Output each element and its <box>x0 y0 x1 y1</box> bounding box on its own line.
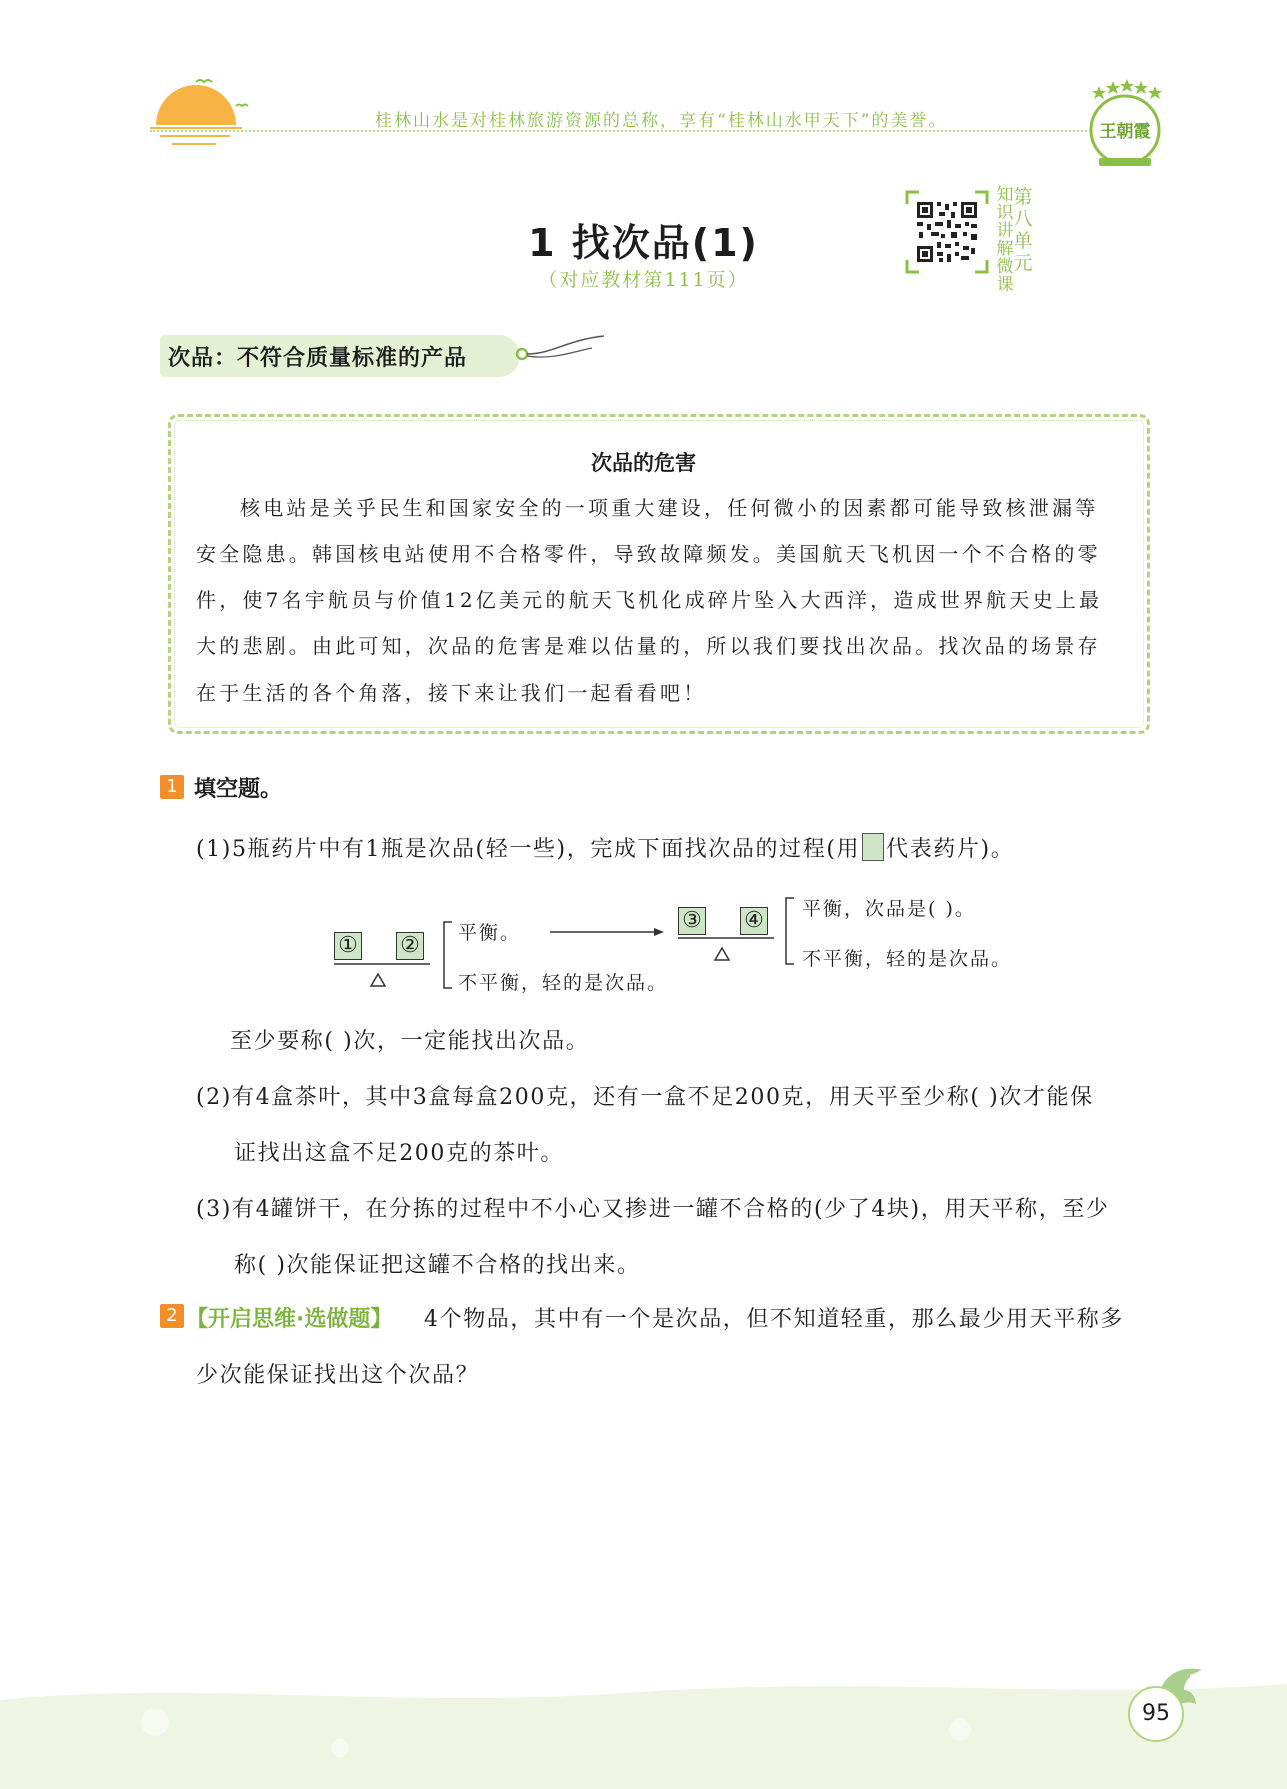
micro-lesson-label: 知 识 讲 解 微 课 <box>996 185 1014 295</box>
story-line: 件，使7名宇航员与价值12亿美元的航天飞机化成碎片坠入大西洋，造成世界航天史上最 <box>196 588 1103 612</box>
balance-scale-icon <box>330 950 450 990</box>
q1-part3-line2: 称( )次能保证把这罐不合格的找出来。 <box>234 1253 641 1278</box>
q1-part1-answer: 至少要称( )次，一定能找出次品。 <box>230 1029 590 1054</box>
bottle-4: ④ <box>740 907 768 935</box>
outcome-balanced: 平衡。 <box>458 922 522 944</box>
question-number-badge: 1 <box>160 775 184 799</box>
story-line: 在于生活的各个角落，接下来让我们一起看看吧！ <box>196 681 707 705</box>
footer-decoration <box>0 1670 1287 1789</box>
q1-part1-text: (1)5瓶药片中有1瓶是次品(轻一些)，完成下面找次品的过程(用 代表药片)。 <box>196 832 1014 863</box>
story-line: 安全隐患。韩国核电站使用不合格零件，导致故障频发。美国航天飞机因一个不合格的零 <box>196 542 1101 566</box>
header-tagline: 桂林山水是对桂林旅游资源的总称，享有“桂林山水甲天下”的美誉。 <box>375 111 948 131</box>
bottle-3: ③ <box>678 907 706 935</box>
story-title: 次品的危害 <box>591 451 696 475</box>
story-line: 核电站是关乎民生和国家安全的一项重大建设，任何微小的因素都可能导致核泄漏等 <box>240 496 1099 520</box>
unit-label: 第 八 单 元 <box>1013 186 1033 274</box>
question-heading: 填空题。 <box>194 777 283 802</box>
arrow-right-icon <box>548 922 668 942</box>
bracket-icon <box>780 896 796 966</box>
q1-part2-line2: 证找出这盒不足200克的茶叶。 <box>234 1141 564 1166</box>
outcome-unbalanced: 不平衡，轻的是次品。 <box>458 972 669 994</box>
challenge-tag: 【开启思维·选做题】 <box>186 1307 393 1332</box>
q1-part3-line1: (3)有4罐饼干，在分拣的过程中不小心又掺进一罐不合格的(少了4块)，用天平称，至少 <box>196 1197 1110 1222</box>
page-number: 95 <box>1128 1686 1184 1742</box>
bottle-1: ① <box>334 932 362 960</box>
sunset-logo-icon <box>150 70 260 150</box>
balance-scale-icon <box>674 924 794 964</box>
definition-text: 次品：不符合质量标准的产品 <box>168 346 468 371</box>
outcome-balanced-find: 平衡，次品是( )。 <box>802 898 976 920</box>
q2-line1: 4个物品，其中有一个是次品，但不知道轻重，那么最少用天平称多 <box>424 1307 1124 1332</box>
brand-name: 王朝霞 <box>1099 122 1151 142</box>
qr-code-icon[interactable] <box>905 190 989 274</box>
pill-bottle-symbol <box>862 833 884 861</box>
bracket-icon <box>438 920 454 990</box>
bottle-2: ② <box>396 932 424 960</box>
page-subtitle: （对应教材第111页） <box>538 269 749 291</box>
vine-decoration-icon <box>512 330 612 374</box>
story-line: 大的悲剧。由此可知，次品的危害是难以估量的，所以我们要找出次品。找次品的场景存 <box>196 634 1101 658</box>
q1-part2-line1: (2)有4盒茶叶，其中3盒每盒200克，还有一盒不足200克，用天平至少称( )次才能保 <box>196 1085 1094 1110</box>
brand-badge-icon <box>1085 78 1165 170</box>
outcome-unbalanced: 不平衡，轻的是次品。 <box>802 948 1013 970</box>
q2-line2: 少次能保证找出这个次品？ <box>196 1363 480 1388</box>
page-title: 1 找次品(1) <box>528 221 759 265</box>
question-number-badge: 2 <box>160 1304 184 1328</box>
